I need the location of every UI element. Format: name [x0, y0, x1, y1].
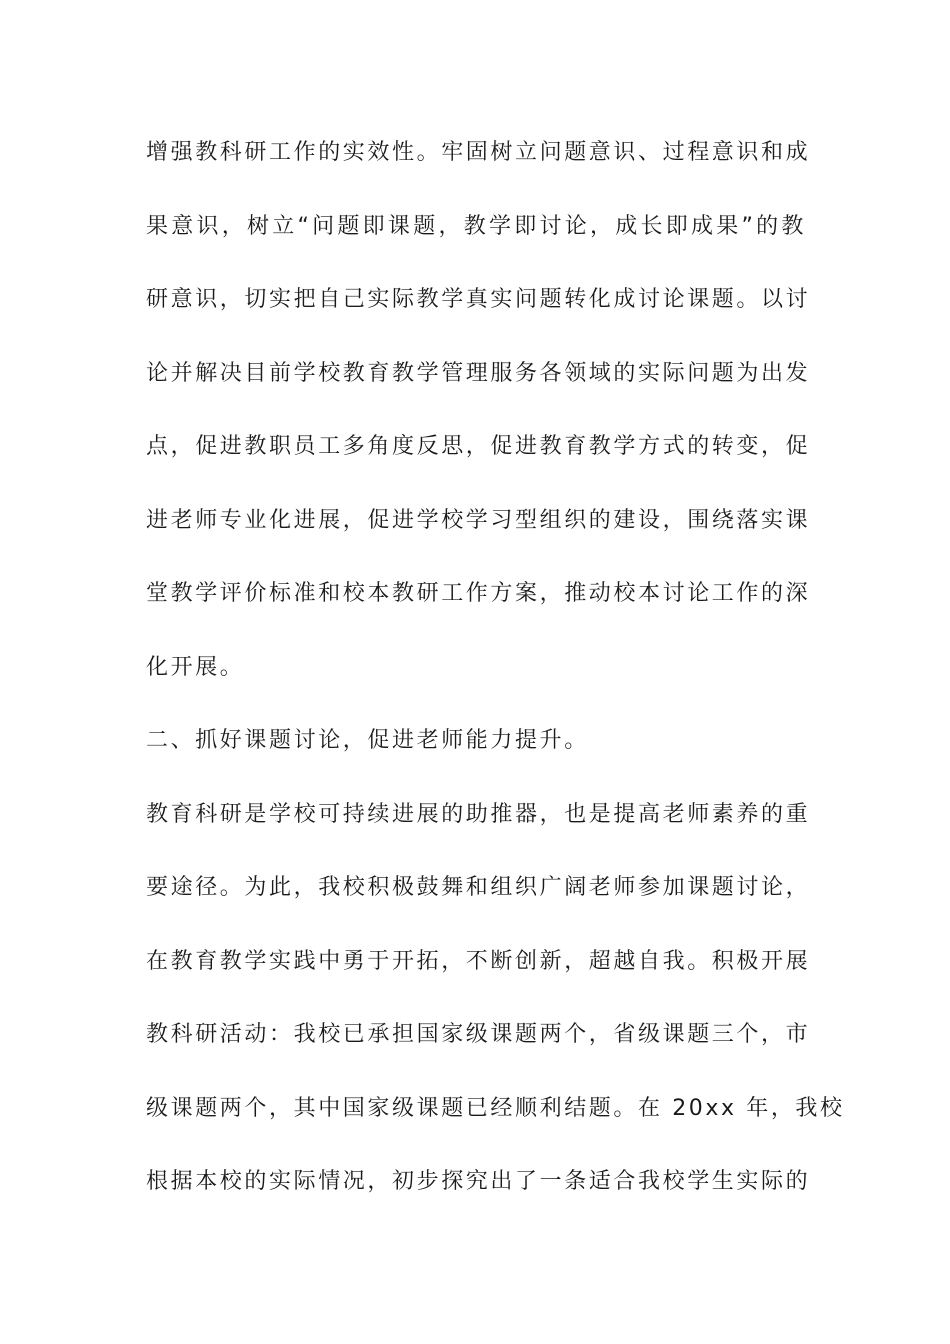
text-line-1: 增强教科研工作的实效性。牢固树立问题意识、过程意识和成	[146, 140, 811, 165]
text-line-14: 级课题两个，其中国家级课题已经顺利结题。在 20xx 年，我校	[146, 1095, 845, 1121]
text-line-13: 教科研活动：我校已承担国家级课题两个，省级课题三个，市	[146, 1022, 811, 1047]
text-line-11: 要途径。为此，我校积极鼓舞和组织广阔老师参加课题讨论，	[146, 875, 811, 900]
text-line-15: 根据本校的实际情况，初步探究出了一条适合我校学生实际的	[146, 1169, 811, 1194]
text-line-5: 点，促进教职员工多角度反思，促进教育教学方式的转变，促	[146, 434, 811, 459]
text-line-4: 论并解决目前学校教育教学管理服务各领域的实际问题为出发	[146, 360, 811, 386]
text-line-2: 果意识，树立“问题即课题，教学即讨论，成长即成果”的教	[146, 213, 806, 239]
body-text	[146, 128, 845, 1231]
text-line-7: 堂教学评价标准和校本教研工作方案，推动校本讨论工作的深	[146, 581, 811, 606]
text-line-8: 化开展。	[146, 654, 245, 680]
section-heading: 二、抓好课题讨论，促进老师能力提升。	[146, 728, 589, 753]
text-line-6: 进老师专业化进展，促进学校学习型组织的建设，围绕落实课	[146, 507, 811, 533]
text-line-10: 教育科研是学校可持续进展的助推器，也是提高老师素养的重	[146, 801, 811, 827]
text-line-3: 研意识，切实把自己实际教学真实问题转化成讨论课题。以讨	[146, 287, 811, 312]
text-line-12: 在教育教学实践中勇于开拓，不断创新，超越自我。积极开展	[146, 948, 811, 974]
